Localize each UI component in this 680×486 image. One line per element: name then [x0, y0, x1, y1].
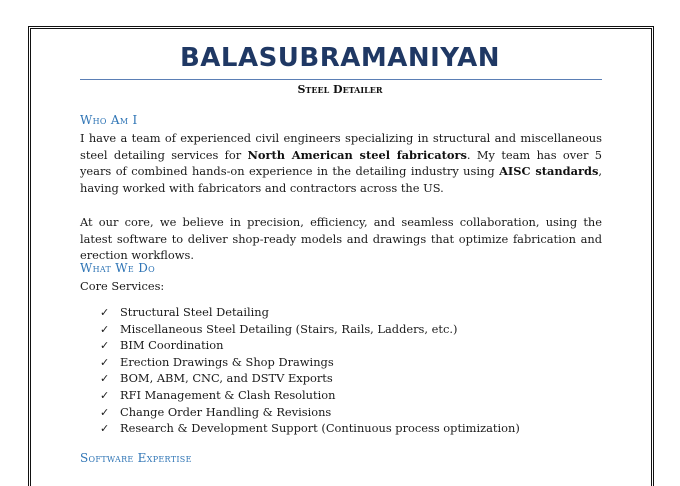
list-item: ✓ BIM Coordination — [100, 337, 520, 354]
check-icon: ✓ — [100, 355, 110, 369]
list-item: ✓ Structural Steel Detailing — [100, 304, 520, 321]
list-item: ✓ Miscellaneous Steel Detailing (Stairs, Rails, Ladders, etc.) — [100, 321, 520, 338]
job-title: Steel Detailer — [297, 83, 383, 96]
check-icon: ✓ — [100, 405, 110, 419]
core-services-list — [100, 304, 520, 437]
check-icon: ✓ — [100, 388, 110, 402]
who-am-i-paragraph-1: I have a team of experienced civil engineers specializing in structural and miscellaneous steel detailing services for North American steel fabricators. My team has over 5 years of combined hands-on experience in the detailing industry using AISC standards, having worked with fabricators and contractors across the US. — [80, 131, 602, 195]
section-heading-what-we-do: What We Do — [80, 261, 155, 275]
list-item: ✓ BOM, ABM, CNC, and DSTV Exports — [100, 370, 520, 387]
list-item: ✓ Research & Development Support (Continuous process optimization) — [100, 420, 520, 437]
list-item: ✓ RFI Management & Clash Resolution — [100, 387, 520, 404]
check-icon: ✓ — [100, 322, 110, 336]
list-item: ✓ Change Order Handling & Revisions — [100, 404, 520, 421]
core-services-label: Core Services: — [80, 279, 165, 293]
check-icon: ✓ — [100, 422, 110, 436]
who-am-i-paragraph-2: At our core, we believe in precision, efficiency, and seamless collaboration, using the latest software to deliver shop-ready models and drawings that optimize fabrication and erection workflows. — [80, 215, 602, 263]
check-icon: ✓ — [100, 306, 110, 319]
list-item: ✓ Erection Drawings & Shop Drawings — [100, 354, 520, 371]
name-heading: BALASUBRAMANIYAN — [179, 43, 501, 73]
check-icon: ✓ — [100, 339, 110, 353]
check-icon: ✓ — [100, 372, 110, 386]
header-divider — [80, 79, 602, 80]
section-heading-who-am-i: Who Am I — [80, 113, 138, 127]
section-heading-software-expertise: Software Expertise — [80, 451, 192, 465]
